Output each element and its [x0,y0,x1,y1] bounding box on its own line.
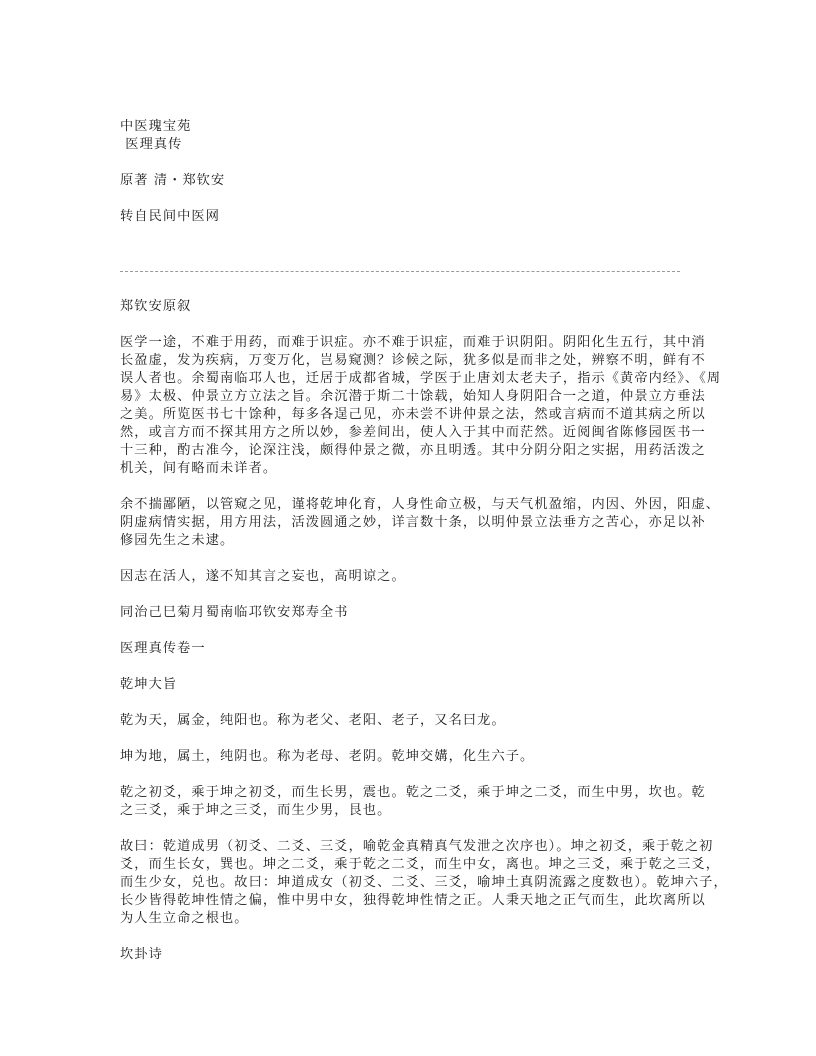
section-title: 乾坤大旨 [120,677,178,692]
author-line: 原著 清・郑钦安 [120,173,226,188]
text-line: 爻，而生长女，巽也。坤之二爻，乘于乾之二爻，而生中女，离也。坤之三爻，乘于乾之三爻， [120,857,721,872]
text-line: 修园先生之未逮。 [120,533,235,548]
next-section-title: 坎卦诗 [120,947,163,962]
book-title: 医理真传 [120,137,183,152]
preface-paragraph-2 [120,496,720,550]
text-line: 误人者也。余蜀南临邛人也，迁居于成都省城，学医于止唐刘太老夫子，指示《黄帝内经》、《周 [120,371,722,386]
text-line: 长少皆得乾坤性情之偏，惟中男中女，独得乾坤性情之正。人秉天地之正气而生，此坎离所以 [120,893,706,908]
separator-line [120,271,680,272]
document-page [120,118,728,964]
text-line: 十三种，酌古准今，论深注浅，颇得仲景之微，亦且明透。其中分阴分阳之实据，用药活泼之 [120,443,706,458]
text-line: 乾之初爻，乘于坤之初爻，而生长男，震也。乾之二爻，乘于坤之二爻，而生中男，坎也。乾 [120,785,706,800]
text-line: 之美。所览医书七十馀种，每多各逞己见，亦未尝不讲仲景之法，然或言病而不道其病之所以 [120,407,706,422]
text-line: 之三爻，乘于坤之三爻，而生少男，艮也。 [120,803,392,818]
source-line: 转自民间中医网 [120,209,221,224]
text-line: 易》太极、仲景立方立法之旨。余沉潜于斯二十馀载，始知人身阴阳合一之道，仲景立方垂法 [120,389,706,404]
section-paragraph-2: 坤为地，属土，纯阴也。称为老母、老阴。乾坤交媾，化生六子。 [120,749,535,764]
preface-paragraph-3: 因志在活人，遂不知其言之妄也，高明谅之。 [120,569,406,584]
text-line: 医学一途，不难于用药，而难于识症。亦不难于识症，而难于识阴阳。阴阳化生五行，其中消 [120,335,706,350]
text-line: 机关，间有略而未详者。 [120,461,278,476]
text-line: 长盈虚，发为疾病，万变万化，岂易窥测？诊候之际，犹多似是而非之处，辨察不明，鲜有不 [120,353,706,368]
text-line: 故曰：乾道成男（初爻、二爻、三爻，喻乾金真精真气发泄之次序也）。坤之初爻，乘于乾之初 [120,839,714,854]
text-line: 为人生立命之根也。 [120,911,249,926]
text-line: 而生少女，兑也。故曰：坤道成女（初爻、二爻、三爻，喻坤土真阴流露之度数也）。乾坤六子， [120,875,728,890]
text-line: 余不揣鄙陋，以管窥之见，谨将乾坤化育，人身性命立极，与天气机盈缩，内因、外因，阳虚、 [120,497,721,512]
section-paragraph-1: 乾为天，属金，纯阳也。称为老父、老阳、老子，又名曰龙。 [120,713,506,728]
section-paragraph-3 [120,784,720,820]
collection-title: 中医瑰宝苑 [120,119,192,134]
preface-signature: 同治己巳菊月蜀南临邛钦安郑寿全书 [120,605,349,620]
section-paragraph-4 [120,838,728,928]
text-line: 然，或言方而不探其用方之所以妙，参差间出，使人入于其中而茫然。近阅闽省陈修园医书一 [120,425,706,440]
text-line: 阴虚病情实据，用方用法，活泼圆通之妙，详言数十条，以明仲景立法垂方之苦心，亦足以补 [120,515,706,530]
preface-title: 郑钦安原叙 [120,299,192,314]
volume-title: 医理真传卷一 [120,641,206,656]
preface-paragraph-1 [120,334,720,478]
